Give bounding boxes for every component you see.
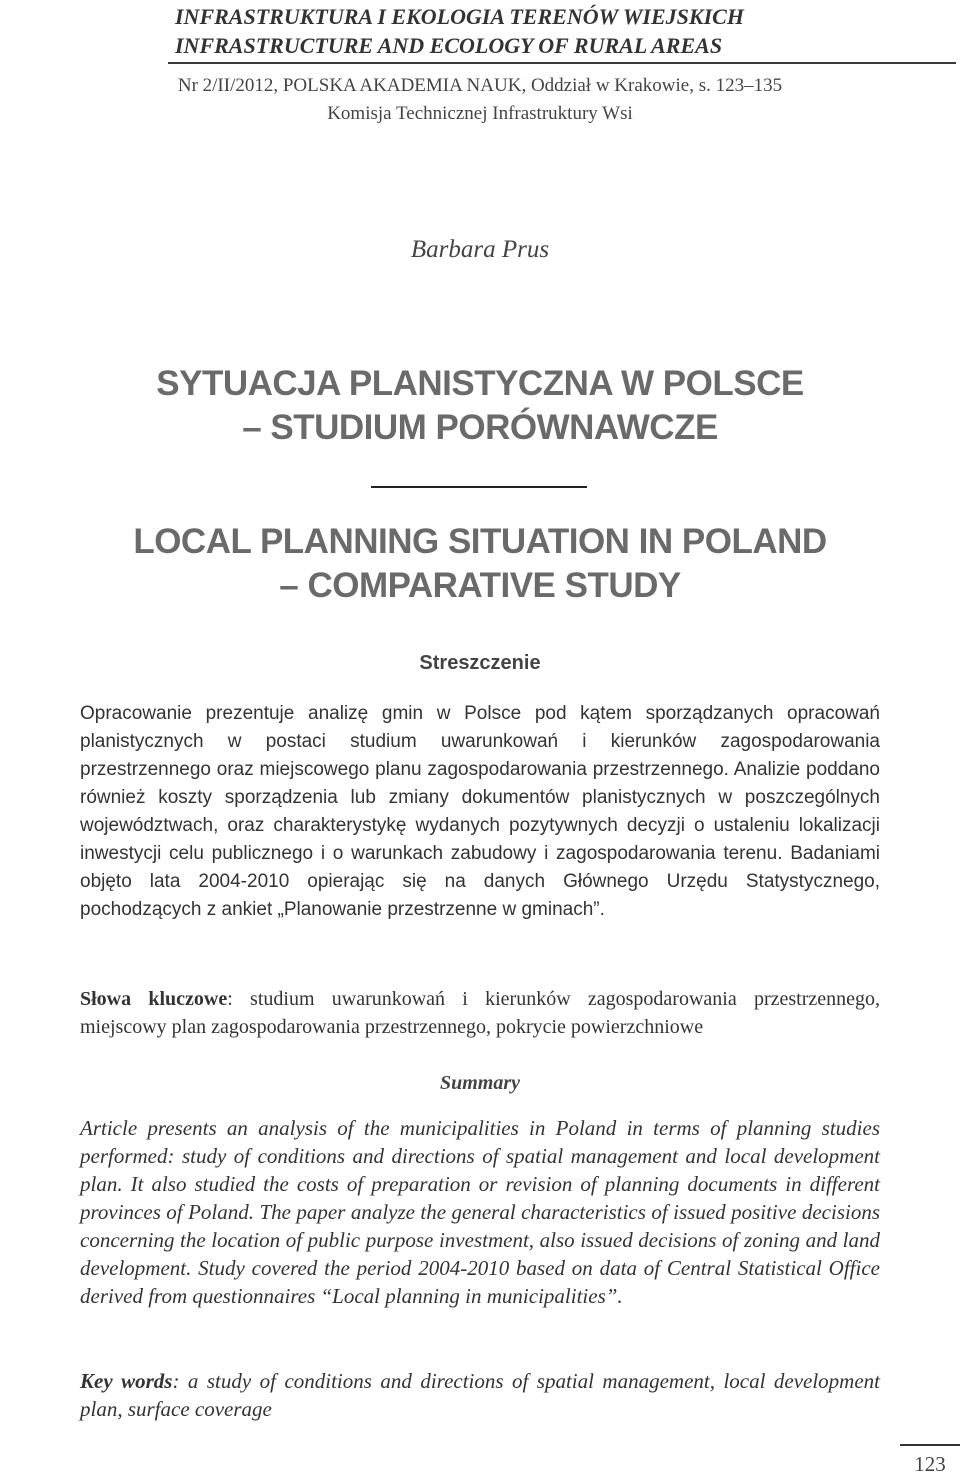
- author-name: Barbara Prus: [410, 236, 550, 263]
- keywords-en-label: Key words: [80, 1369, 173, 1393]
- abstract-body: Opracowanie prezentuje analizę gmin w Polsce pod kątem sporządzanych opracowań planistycznych w postaci studium uwarunkowań i kierunków zagospodarowania przestrzennego oraz miejscowego planu zagospodarowania przestrzennego. Analizie poddano również koszty sporządzenia lub zmiany dokumentów planistycznych w poszczególnych województwach, oraz charakterystykę wydanych pozytywnych decyzji o ustaleniu lokalizacji inwestycji celu publicznego i o warunkach zabudowy i zagospodarowania terenu. Badaniami objęto lata 2004-2010 opierając się na danych Głównego Urzędu Statystycznego, pochodzących z ankiet „Planowanie przestrzenne w gminach”.: [80, 703, 880, 920]
- title-polish: [0, 362, 960, 450]
- summary-heading: Summary: [439, 1072, 521, 1094]
- keywords-polish: [80, 985, 880, 1041]
- summary-body: Article presents an analysis of the municipalities in Poland in terms of planning studies performed: study of conditions and directions of spatial management and local development plan. It also studied the costs of preparation or revision of planning documents in different provinces of Poland. The paper analyze the general characteristics of issued positive decisions concerning the location of public purpose investment, also issued decisions of zoning and land development. Study covered the period 2004-2010 based on data of Central Statistical Office derived from questionnaires “Local planning in municipalities”.: [80, 1116, 880, 1308]
- issue-info: [0, 72, 960, 128]
- keywords-en-text: : a study of conditions and directions of spatial management, local development plan, surface coverage: [80, 1369, 881, 1421]
- title-pl-line1: SYTUACJA PLANISTYCZNA W POLSCE: [156, 364, 804, 403]
- title-divider: [371, 486, 587, 488]
- keywords-pl-text: : studium uwarunkowań i kierunków zagospodarowania przestrzennego, miejscowy plan zagospodarowania przestrzennego, pokrycie powierzchniowe: [80, 988, 881, 1038]
- issue-line: Nr 2/II/2012, POLSKA AKADEMIA NAUK, Oddział w Krakowie, s. 123–135: [177, 75, 783, 96]
- journal-title-en: INFRASTRUCTURE AND ECOLOGY OF RURAL AREAS: [175, 33, 723, 58]
- keywords-pl-label: Słowa kluczowe: [80, 988, 228, 1010]
- keywords-english: [80, 1367, 880, 1423]
- page-number: 123: [914, 1452, 946, 1476]
- title-pl-line2: – STUDIUM PORÓWNAWCZE: [242, 408, 718, 447]
- committee-line: Komisja Technicznej Infrastruktury Wsi: [327, 103, 633, 124]
- journal-title-pl: INFRASTRUKTURA I EKOLOGIA TERENÓW WIEJSKICH: [175, 4, 744, 29]
- title-en-line2: – COMPARATIVE STUDY: [279, 566, 681, 605]
- abstract-heading: Streszczenie: [419, 652, 541, 674]
- header-rule: [168, 62, 956, 64]
- journal-title: [175, 2, 744, 60]
- title-en-line1: LOCAL PLANNING SITUATION IN POLAND: [133, 522, 827, 561]
- title-english: [0, 520, 960, 608]
- page-number-rule: [900, 1444, 960, 1446]
